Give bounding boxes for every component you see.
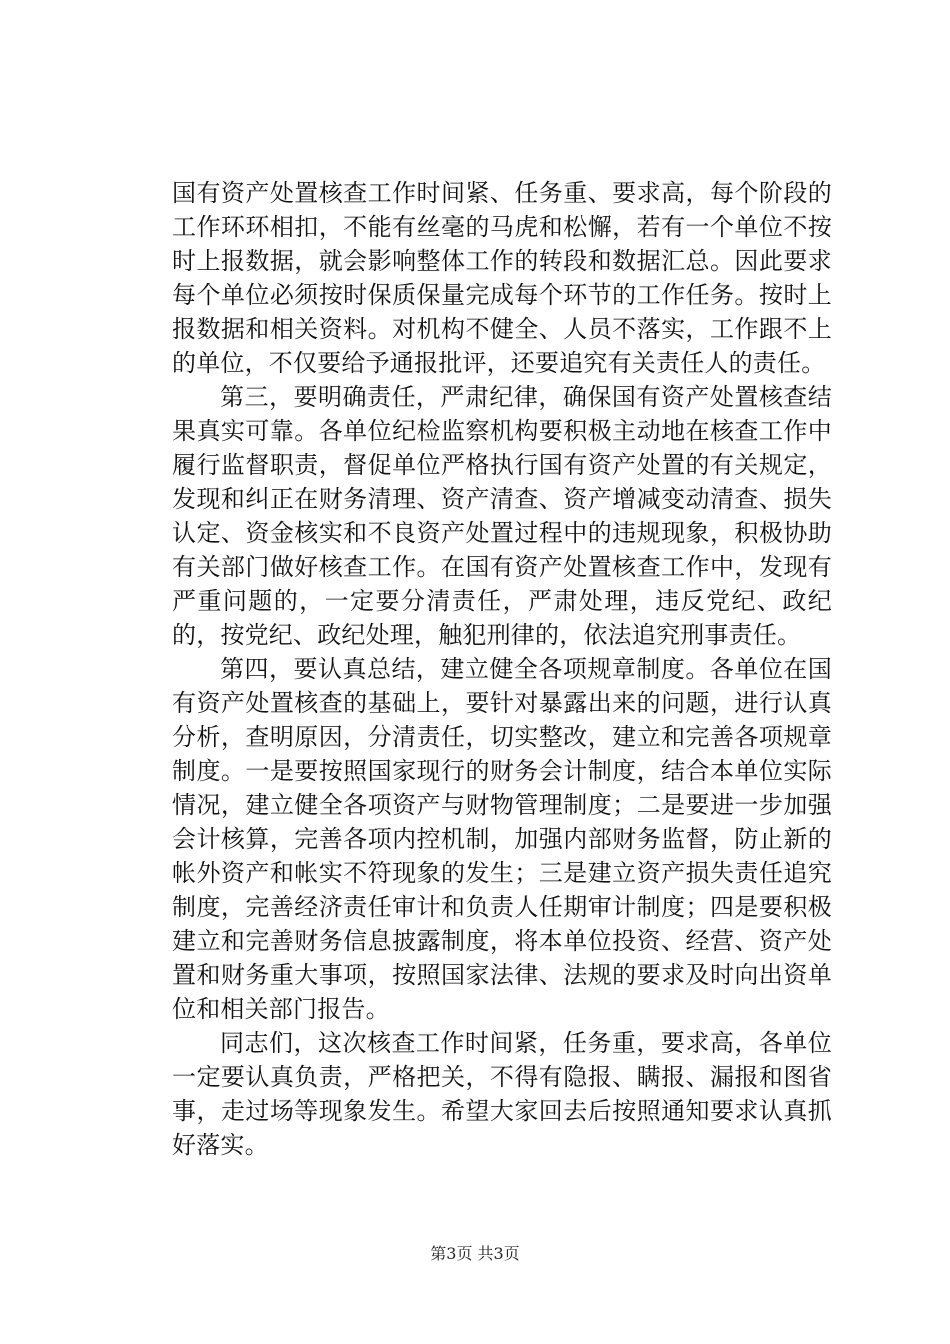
page-number: 第3页 共3页 bbox=[430, 1244, 520, 1263]
paragraph-1: 国有资产处置核查工作时间紧、任务重、要求高，每个阶段的工作环环相扣，不能有丝毫的马虎和松懈，若有一个单位不按时上报数据，就会影响整体工作的转段和数据汇总。因此要求每个单位必须按时保质保量完成每个环节的工作任务。按时上报数据和相关资料。对机构不健全、人员不落实，工作跟不上的单位，不仅要给予通报批评，还要追究有关责任人的责任。 bbox=[172, 179, 832, 377]
document-body bbox=[172, 176, 832, 1162]
page-footer bbox=[0, 1244, 950, 1264]
paragraph-3: 第四，要认真总结，建立健全各项规章制度。各单位在国有资产处置核查的基础上，要针对暴露出来的问题，进行认真分析，查明原因，分清责任，切实整改，建立和完善各项规章制度。一是要按照国家现行的财务会计制度，结合本单位实际情况，建立健全各项资产与财物管理制度；二是要进一步加强会计核算，完善各项内控机制，加强内部财务监督，防止新的帐外资产和帐实不符现象的发生；三是建立资产损失责任追究制度，完善经济责任审计和负责人任期审计制度；四是要积极建立和完善财务信息披露制度，将本单位投资、经营、资产处置和财务重大事项，按照国家法律、法规的要求及时向出资单位和相关部门报告。 bbox=[172, 655, 832, 1023]
paragraph-4: 同志们，这次核查工作时间紧，任务重，要求高，各单位一定要认真负责，严格把关，不得有隐报、瞒报、漏报和图省事，走过场等现象发生。希望大家回去后按照通知要求认真抓好落实。 bbox=[172, 1029, 832, 1159]
paragraph-2: 第三，要明确责任，严肃纪律，确保国有资产处置核查结果真实可靠。各单位纪检监察机构要积极主动地在核查工作中履行监督职责，督促单位严格执行国有资产处置的有关规定，发现和纠正在财务清理、资产清查、资产增减变动清查、损失认定、资金核实和不良资产处置过程中的违规现象，积极协助有关部门做好核查工作。在国有资产处置核查工作中，发现有严重问题的，一定要分清责任，严肃处理，违反党纪、政纪的，按党纪、政纪处理，触犯刑律的，依法追究刑事责任。 bbox=[172, 383, 832, 649]
